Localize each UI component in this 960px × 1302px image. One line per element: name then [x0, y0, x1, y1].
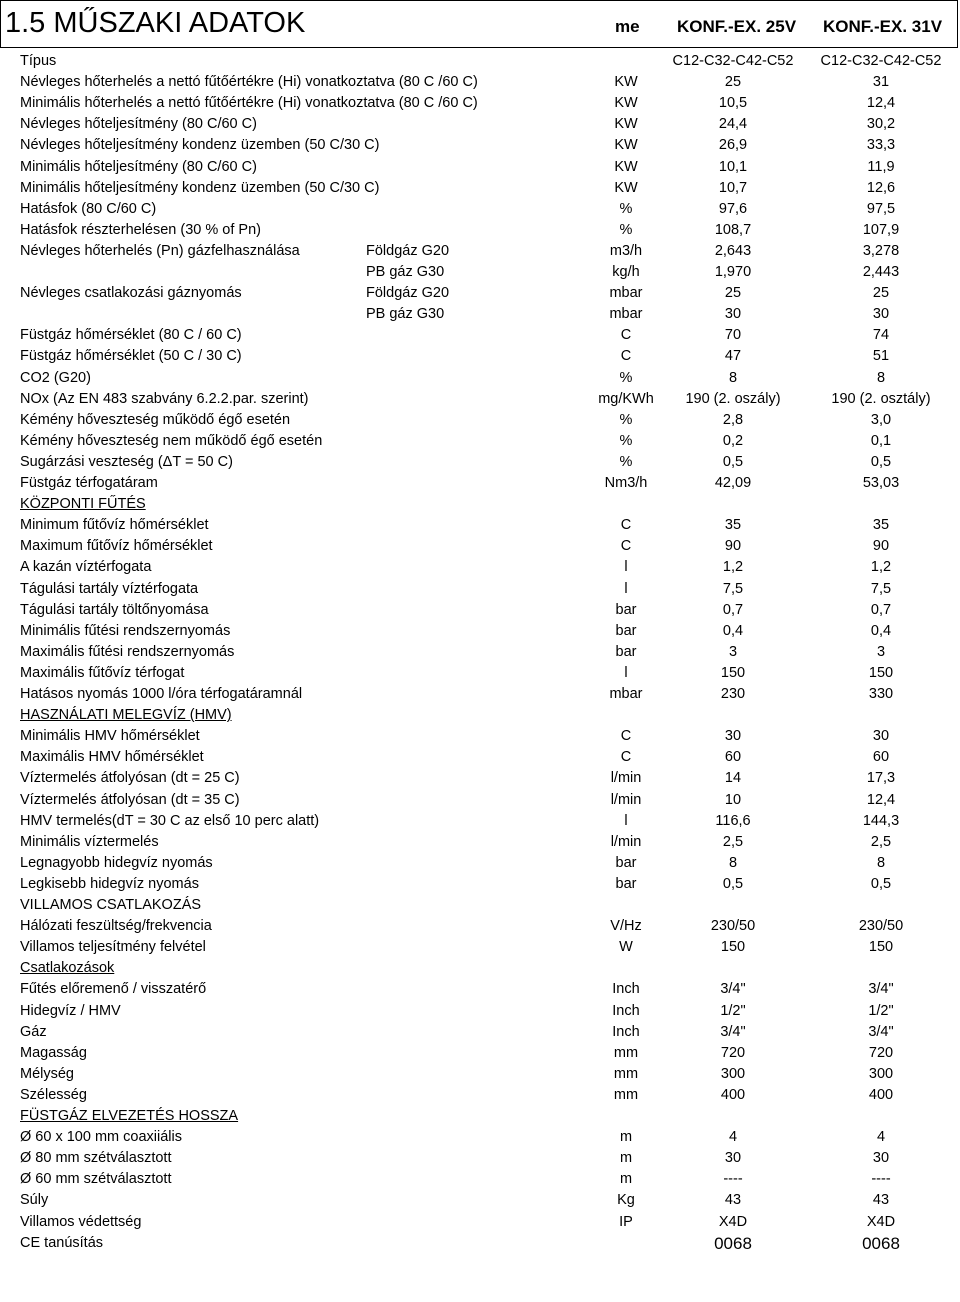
- row-unit: C: [620, 327, 632, 344]
- table-row: [0, 1149, 960, 1170]
- row-label: Névleges hőterhelés a nettó fűtőértékre (Hi) vonatkoztatva (80 C /60 C): [20, 74, 478, 91]
- row-unit: KW: [614, 95, 638, 112]
- row-unit: KW: [614, 74, 638, 91]
- row-unit: bar: [615, 854, 637, 871]
- row-unit: V/Hz: [610, 918, 642, 935]
- table-row: [0, 390, 960, 411]
- row-label: Maximális fűtővíz térfogat: [20, 664, 185, 681]
- row-sublabel: PB gáz G30: [366, 306, 445, 323]
- row-label: Minimum fűtővíz hőmérséklet: [20, 517, 209, 534]
- table-row: [0, 1170, 960, 1191]
- value-25v: 14: [724, 770, 742, 787]
- value-25v: 300: [720, 1065, 746, 1082]
- row-unit: %: [619, 369, 633, 386]
- row-label: HMV termelés(dT = 30 C az első 10 perc alatt): [20, 812, 320, 829]
- row-unit: l: [624, 580, 628, 597]
- row-label: Hatásos nyomás 1000 l/óra térfogatáramnál: [20, 686, 303, 702]
- table-row: [0, 685, 960, 706]
- row-unit: Inch: [612, 981, 640, 998]
- table-row: [0, 221, 960, 242]
- value-31v: 30,2: [866, 116, 896, 133]
- row-unit: IP: [619, 1213, 633, 1230]
- value-25v: 30: [724, 306, 742, 323]
- value-25v: 1,2: [722, 559, 744, 576]
- value-31v: 0,1: [870, 432, 892, 449]
- row-label: Sugárzási veszteség (ΔT = 50 C): [20, 453, 233, 470]
- value-31v: 8: [876, 854, 886, 871]
- value-25v: ----: [723, 1171, 743, 1188]
- row-label: Magasság: [20, 1044, 87, 1061]
- value-31v: 0,5: [870, 875, 892, 892]
- table-row: [0, 727, 960, 748]
- row-label: Víztermelés átfolyósan (dt = 25 C): [20, 770, 240, 787]
- value-31v: 43: [872, 1192, 890, 1209]
- row-unit: %: [619, 221, 633, 238]
- row-sublabel: PB gáz G30: [366, 264, 445, 280]
- value-31v: 60: [872, 749, 890, 766]
- row-unit: mg/KWh: [598, 390, 654, 407]
- row-label: Minimális HMV hőmérséklet: [20, 728, 200, 745]
- row-label: Füstgáz térfogatáram: [20, 475, 158, 491]
- page-title: 1.5 MŰSZAKI ADATOK: [5, 7, 306, 39]
- table-row: [0, 474, 960, 495]
- value-25v: 3/4": [720, 981, 746, 998]
- table-row: [0, 115, 960, 136]
- row-label: Maximális HMV hőmérséklet: [20, 749, 204, 766]
- table-row: [0, 643, 960, 664]
- row-unit: m3/h: [609, 242, 643, 259]
- value-25v: 0,5: [722, 453, 744, 470]
- value-25v: 8: [728, 369, 738, 386]
- table-row: [0, 938, 960, 959]
- value-31v: 2,5: [870, 833, 892, 850]
- value-31v: 30: [872, 306, 890, 323]
- value-25v: 10,1: [718, 158, 748, 175]
- value-25v: 10,7: [718, 179, 748, 196]
- table-row: [0, 854, 960, 875]
- value-25v: 60: [724, 749, 742, 766]
- table-row: [0, 622, 960, 643]
- row-label: Minimális hőterhelés a nettó fűtőértékre (Hi) vonatkoztatva (80 C /60 C): [20, 95, 478, 112]
- row-label: Tágulási tartály víztérfogata: [20, 580, 199, 597]
- row-unit: l: [624, 664, 628, 681]
- value-31v: 0,7: [870, 601, 892, 618]
- value-25v: 116,6: [715, 812, 751, 829]
- value-25v: 0,5: [722, 875, 744, 892]
- table-row: [0, 369, 960, 390]
- value-31v: 400: [868, 1086, 894, 1103]
- row-unit: mbar: [609, 686, 643, 702]
- value-25v: 2,8: [722, 411, 744, 428]
- row-label: Hatásfok (80 C/60 C): [20, 200, 157, 217]
- value-25v: 7,5: [722, 580, 744, 597]
- table-row: [0, 1086, 960, 1107]
- row-unit: Nm3/h: [604, 475, 648, 491]
- row-label: Kémény hőveszteség nem működő égő esetén: [20, 432, 323, 449]
- value-31v: 1,2: [870, 559, 892, 576]
- table-row: [0, 284, 960, 305]
- value-31v: 4: [876, 1129, 886, 1146]
- model-31v-column-header: KONF.-EX. 31V: [823, 17, 943, 36]
- table-row: [0, 1191, 960, 1212]
- table-row: [0, 411, 960, 432]
- table-row: [0, 1128, 960, 1149]
- row-label: KÖZPONTI FŰTÉS: [20, 496, 146, 513]
- value-25v: 8: [728, 854, 738, 871]
- table-header: [0, 0, 958, 48]
- row-unit: %: [619, 200, 633, 217]
- row-unit: Inch: [612, 1002, 640, 1019]
- value-31v: 53,03: [862, 475, 900, 491]
- value-31v: 12,4: [866, 95, 896, 112]
- row-unit: m: [619, 1129, 633, 1146]
- table-row: [0, 1023, 960, 1044]
- value-25v: 0068: [714, 1233, 752, 1253]
- row-label: CE tanúsítás: [20, 1234, 104, 1251]
- value-25v: 3/4": [720, 1023, 746, 1040]
- value-25v: 150: [720, 664, 746, 681]
- value-31v: 90: [872, 538, 890, 555]
- row-label: Szélesség: [20, 1086, 87, 1103]
- table-row: [0, 664, 960, 685]
- row-label: Mélység: [20, 1065, 74, 1082]
- value-25v: 30: [724, 728, 742, 745]
- row-unit: C: [620, 348, 632, 365]
- value-31v: 31: [872, 74, 890, 91]
- table-row: [0, 136, 960, 157]
- value-31v: 97,5: [866, 200, 896, 217]
- row-label: Villamos teljesítmény felvétel: [20, 939, 206, 956]
- row-label: VILLAMOS CSATLAKOZÁS: [20, 897, 202, 913]
- value-31v: 7,5: [870, 580, 892, 597]
- value-31v: C12-C32-C42-C52: [820, 53, 942, 69]
- table-row: [0, 1002, 960, 1023]
- value-31v: 0,4: [870, 622, 892, 639]
- table-row: [0, 52, 960, 73]
- value-25v: 0,7: [722, 601, 744, 618]
- row-label: Minimális hőteljesítmény kondenz üzemben (50 C/30 C): [20, 179, 380, 196]
- value-31v: 3/4": [868, 1023, 894, 1040]
- value-31v: 8: [876, 369, 886, 386]
- value-25v: 230: [720, 686, 746, 702]
- row-unit: mm: [613, 1044, 639, 1061]
- table-row: [0, 601, 960, 622]
- table-row: [0, 263, 960, 284]
- row-label: Ø 80 mm szétválasztott: [20, 1150, 172, 1167]
- row-label: Minimális víztermelés: [20, 833, 159, 850]
- row-unit: bar: [615, 622, 637, 639]
- value-25v: X4D: [718, 1213, 748, 1230]
- row-label: Gáz: [20, 1023, 47, 1040]
- row-label: Legnagyobb hidegvíz nyomás: [20, 854, 213, 871]
- row-unit: mbar: [609, 285, 643, 302]
- row-label: Legkisebb hidegvíz nyomás: [20, 875, 199, 892]
- row-unit: %: [619, 432, 633, 449]
- value-31v: 12,4: [866, 791, 896, 808]
- row-label: Típus: [20, 53, 57, 69]
- table-row: [0, 791, 960, 812]
- value-25v: 24,4: [718, 116, 748, 133]
- row-label: A kazán víztérfogata: [20, 559, 152, 576]
- value-31v: ----: [871, 1171, 891, 1188]
- table-row: [0, 896, 960, 917]
- table-row: [0, 453, 960, 474]
- table-row: [0, 558, 960, 579]
- value-25v: 47: [724, 348, 742, 365]
- value-31v: X4D: [866, 1213, 896, 1230]
- table-row: [0, 580, 960, 601]
- value-31v: 107,9: [862, 221, 900, 238]
- value-25v: 1,970: [714, 264, 752, 280]
- table-row: [0, 748, 960, 769]
- table-row: [0, 875, 960, 896]
- value-31v: 720: [868, 1044, 894, 1061]
- value-31v: 3: [876, 643, 886, 660]
- value-31v: 11,9: [867, 158, 895, 175]
- row-unit: l: [624, 812, 628, 829]
- row-label: Füstgáz hőmérséklet (80 C / 60 C): [20, 327, 242, 344]
- table-row: [0, 347, 960, 368]
- row-unit: bar: [615, 875, 637, 892]
- value-25v: 2,643: [714, 242, 752, 259]
- row-unit: KW: [614, 179, 638, 196]
- value-31v: 0,5: [870, 453, 892, 470]
- row-label: NOx (Az EN 483 szabvány 6.2.2.par. szerint): [20, 390, 309, 407]
- row-label: Maximális fűtési rendszernyomás: [20, 643, 235, 660]
- row-label: Ø 60 x 100 mm coaxiiális: [20, 1129, 182, 1146]
- row-label: Névleges hőterhelés (Pn) gázfelhasználása: [20, 242, 300, 259]
- row-label: Névleges hőteljesítmény kondenz üzemben (50 C/30 C): [20, 137, 380, 154]
- table-row: [0, 305, 960, 326]
- row-label: Tágulási tartály töltőnyomása: [20, 601, 209, 618]
- table-row: [0, 537, 960, 558]
- row-label: FÜSTGÁZ ELVEZETÉS HOSSZA: [20, 1108, 239, 1124]
- row-label: Kémény hőveszteség működő égő esetén: [20, 411, 291, 428]
- value-25v: 97,6: [718, 200, 748, 217]
- row-unit: C: [620, 517, 632, 534]
- row-label: Villamos védettség: [20, 1213, 142, 1230]
- value-25v: 1/2": [720, 1002, 746, 1019]
- value-25v: 400: [720, 1086, 746, 1103]
- table-row: [0, 1213, 960, 1234]
- row-unit: kg/h: [612, 264, 640, 280]
- value-25v: 150: [720, 939, 746, 956]
- row-label: Névleges hőteljesítmény (80 C/60 C): [20, 116, 257, 133]
- value-31v: 0068: [862, 1233, 900, 1253]
- value-31v: 74: [872, 327, 890, 344]
- row-unit: C: [620, 749, 632, 766]
- table-row: [0, 200, 960, 221]
- value-31v: 144,3: [862, 812, 900, 829]
- row-label: Névleges csatlakozási gáznyomás: [20, 285, 242, 302]
- value-25v: C12-C32-C42-C52: [672, 53, 794, 69]
- row-unit: Kg: [617, 1192, 635, 1209]
- row-label: Füstgáz hőmérséklet (50 C / 30 C): [20, 348, 242, 365]
- row-label: Víztermelés átfolyósan (dt = 35 C): [20, 791, 240, 808]
- table-row: [0, 516, 960, 537]
- row-unit: %: [619, 453, 633, 470]
- row-unit: bar: [615, 643, 637, 660]
- value-31v: 30: [872, 728, 890, 745]
- value-25v: 90: [724, 538, 742, 555]
- table-row: [0, 73, 960, 94]
- row-unit: KW: [614, 116, 638, 133]
- table-row: [0, 326, 960, 347]
- value-31v: 35: [872, 517, 890, 534]
- row-unit: mm: [613, 1065, 639, 1082]
- row-label: Hidegvíz / HMV: [20, 1002, 121, 1019]
- row-unit: Inch: [612, 1023, 640, 1040]
- value-25v: 10: [724, 791, 742, 808]
- value-25v: 4: [728, 1129, 738, 1146]
- value-31v: 51: [872, 348, 890, 365]
- row-unit: C: [620, 728, 632, 745]
- row-sublabel: Földgáz G20: [366, 285, 450, 302]
- value-31v: 330: [868, 686, 894, 702]
- table-row: [0, 917, 960, 938]
- table-row: [0, 980, 960, 1001]
- section-heading-row: [0, 706, 960, 727]
- value-25v: 108,7: [714, 221, 752, 238]
- row-label: Maximum fűtővíz hőmérséklet: [20, 538, 213, 555]
- table-row: [0, 1234, 960, 1255]
- unit-column-header: me: [615, 17, 640, 36]
- value-25v: 70: [724, 327, 742, 344]
- value-31v: 190 (2. osztály): [831, 390, 931, 407]
- value-31v: 150: [868, 664, 894, 681]
- value-25v: 190 (2. oszály): [685, 390, 781, 407]
- value-31v: 25: [872, 285, 890, 302]
- table-row: [0, 1044, 960, 1065]
- value-31v: 30: [872, 1150, 890, 1167]
- value-31v: 2,443: [862, 264, 900, 280]
- table-row: [0, 432, 960, 453]
- table-row: [0, 812, 960, 833]
- row-label: CO2 (G20): [20, 369, 91, 386]
- row-unit: bar: [615, 601, 637, 618]
- value-25v: 35: [724, 517, 742, 534]
- value-31v: 3,278: [862, 242, 900, 259]
- section-heading-row: [0, 495, 960, 516]
- row-unit: KW: [614, 158, 638, 175]
- value-25v: 26,9: [718, 137, 748, 154]
- value-31v: 230/50: [858, 918, 904, 935]
- table-row: [0, 158, 960, 179]
- value-25v: 43: [724, 1192, 742, 1209]
- row-unit: l/min: [610, 833, 642, 850]
- table-row: [0, 242, 960, 263]
- value-31v: 3,0: [870, 411, 892, 428]
- row-sublabel: Földgáz G20: [366, 242, 450, 259]
- section-heading-row: [0, 959, 960, 980]
- row-label: Ø 60 mm szétválasztott: [20, 1171, 172, 1188]
- row-unit: C: [620, 538, 632, 555]
- row-unit: m: [619, 1150, 633, 1167]
- row-unit: l/min: [610, 791, 642, 808]
- row-label: Súly: [20, 1192, 49, 1209]
- value-25v: 0,2: [722, 432, 744, 449]
- row-label: Fűtés előremenő / visszatérő: [20, 981, 207, 998]
- value-25v: 42,09: [714, 475, 752, 491]
- row-label: HASZNÁLATI MELEGVÍZ (HMV): [20, 707, 232, 724]
- row-unit: %: [619, 411, 633, 428]
- row-label: Hálózati feszültség/frekvencia: [20, 918, 212, 935]
- value-31v: 3/4": [868, 981, 894, 998]
- value-31v: 17,3: [866, 770, 896, 787]
- value-25v: 2,5: [722, 833, 744, 850]
- value-25v: 30: [724, 1150, 742, 1167]
- row-unit: KW: [614, 137, 638, 154]
- row-label: Minimális fűtési rendszernyomás: [20, 622, 231, 639]
- table-row: [0, 833, 960, 854]
- value-25v: 0,4: [722, 622, 744, 639]
- value-31v: 12,6: [866, 179, 896, 196]
- row-unit: mbar: [609, 306, 643, 323]
- row-unit: l: [624, 559, 628, 576]
- value-25v: 25: [724, 74, 742, 91]
- value-25v: 25: [724, 285, 742, 302]
- model-25v-column-header: KONF.-EX. 25V: [677, 17, 797, 36]
- value-31v: 150: [868, 939, 894, 956]
- section-heading-row: [0, 1107, 960, 1128]
- row-unit: mm: [613, 1086, 639, 1103]
- value-25v: 10,5: [718, 95, 748, 112]
- value-25v: 3: [728, 643, 738, 660]
- row-unit: l/min: [610, 770, 642, 787]
- table-row: [0, 1065, 960, 1086]
- row-label: Csatlakozások: [20, 960, 115, 977]
- table-row: [0, 769, 960, 790]
- value-31v: 300: [868, 1065, 894, 1082]
- table-row: [0, 94, 960, 115]
- row-label: Minimális hőteljesítmény (80 C/60 C): [20, 158, 257, 175]
- value-31v: 1/2": [868, 1002, 894, 1019]
- row-label: Hatásfok részterhelésen (30 % of Pn): [20, 221, 261, 238]
- value-31v: 33,3: [866, 137, 896, 154]
- value-25v: 230/50: [710, 918, 756, 935]
- table-row: [0, 179, 960, 200]
- row-unit: W: [619, 939, 633, 956]
- row-unit: m: [619, 1171, 633, 1188]
- value-25v: 720: [720, 1044, 746, 1061]
